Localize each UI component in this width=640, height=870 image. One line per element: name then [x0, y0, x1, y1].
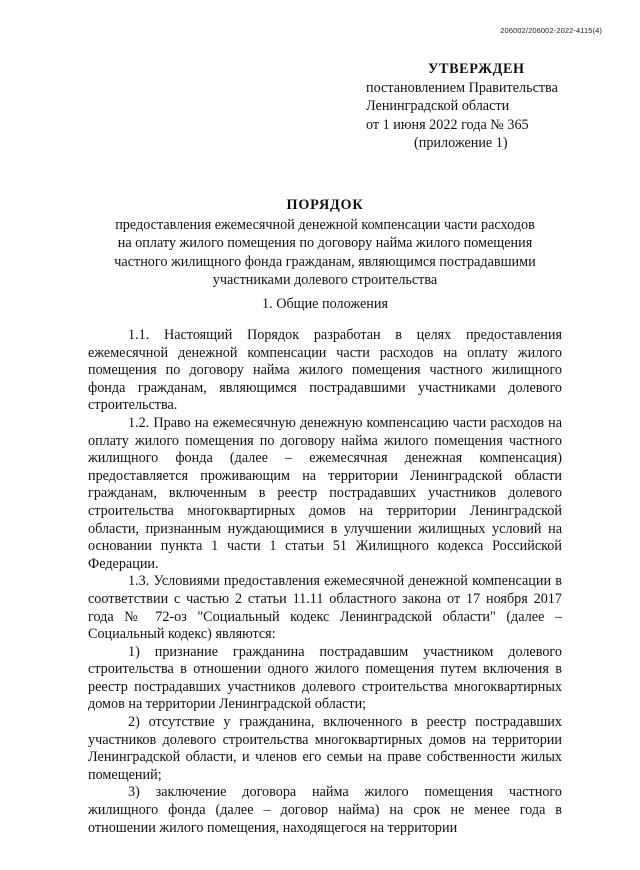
- document-body: [88, 327, 562, 837]
- document-subtitle-line: участниками долевого строительства: [212, 271, 438, 288]
- paragraph: 3) заключение договора найма жилого помещения частного жилищного фонда (далее – договор найма) на срок не менее года в отношении жилого помещения, находящегося на территории: [88, 784, 562, 836]
- paragraph: 1.3. Условиями предоставления ежемесячной денежной компенсации в соответствии с частью 2 статьи 11.11 областного закона от 17 ноября 2017 года № 72-оз "Социальный кодекс Ленинградской области" (далее – Социальный кодекс) являются:: [88, 573, 562, 643]
- approval-stamp-block: [366, 60, 602, 153]
- paragraph: 2) отсутствие у гражданина, включенного в реестр пострадавших участников долевого строительства многоквартирных домов на территории Ленинградской области, и членов его семьи на праве собственности жилых помещений;: [88, 714, 562, 783]
- approval-line: постановлением Правительства: [366, 79, 558, 96]
- document-title: ПОРЯДОК: [286, 197, 364, 213]
- document-number: 206002/206002-2022-4115(4): [500, 26, 602, 35]
- approval-annex: (приложение 1): [414, 135, 508, 152]
- paragraph: 1.2. Право на ежемесячную денежную компенсацию части расходов на оплату жилого помещения по договору найма жилого помещения частного жилищного фонда (далее – ежемесячная денежная компенсация) предоставляется проживающим на территории Ленинградской области гражданам, включенным в реестр пострадавших участников долевого строительства многоквартирных домов на территории Ленинградской области, признанным нуждающимися в улучшении жилищных условий на основании пункта 1 части 1 статьи 51 Жилищного кодекса Российской Федерации.: [88, 414, 562, 572]
- approval-line: Ленинградской области: [366, 98, 510, 115]
- paragraph: 1) признание гражданина пострадавшим участником долевого строительства в отношении одного жилого помещения путем включения в реестр пострадавших участников долевого строительства многоквартирных домов на территории Ленинградской области;: [88, 643, 562, 713]
- approval-title: УТВЕРЖДЕН: [428, 61, 525, 77]
- approval-line: от 1 июня 2022 года № 365: [366, 116, 529, 133]
- paragraph: 1.1. Настоящий Порядок разработан в целях предоставления ежемесячной денежной компенсации части расходов на оплату жилого помещения по договору найма жилого помещения частного жилищного фонда гражданам, являющимся пострадавшими участниками долевого строительства.: [88, 327, 562, 414]
- document-title-block: [88, 196, 562, 289]
- section-heading: 1. Общие положения: [262, 296, 388, 312]
- document-subtitle-line: на оплату жилого помещения по договору найма жилого помещения: [117, 235, 533, 252]
- document-subtitle-line: предоставления ежемесячной денежной компенсации части расходов: [115, 217, 535, 234]
- document-subtitle-line: частного жилищного фонда гражданам, являющимся пострадавшими: [114, 253, 536, 270]
